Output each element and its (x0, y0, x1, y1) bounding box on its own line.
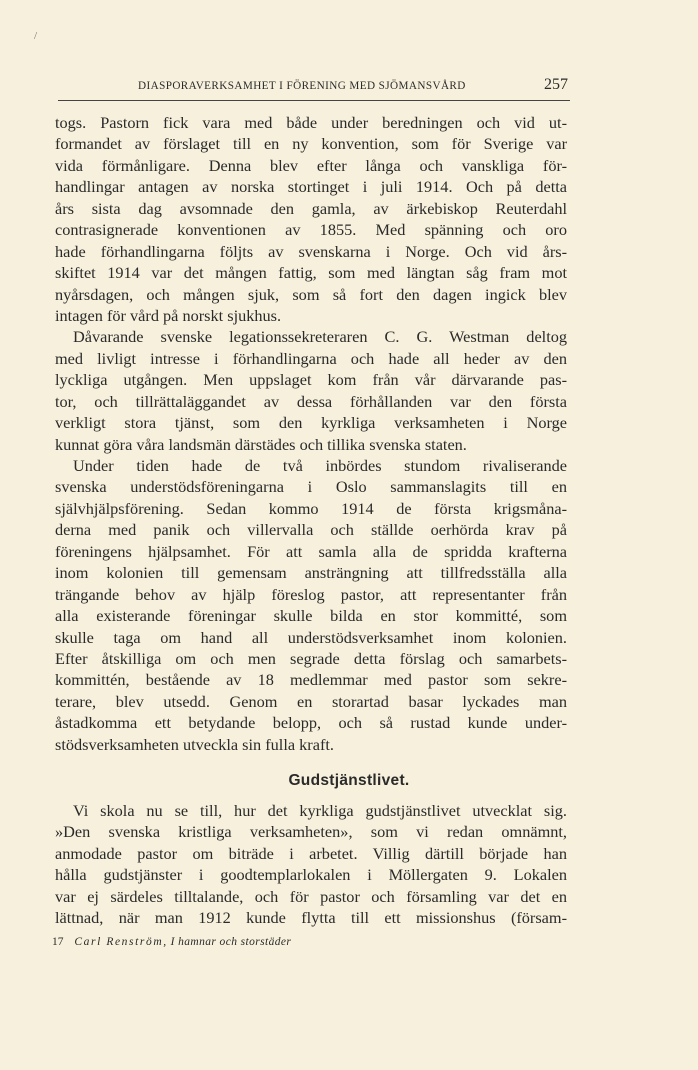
text-line: trängande behov av hjälp föreslog pastor, att representanter från (55, 584, 567, 604)
footnote-author: Carl Renström, (74, 936, 168, 948)
text-line: tor, och tillrättaläggandet av dessa förhållanden var den första (55, 391, 567, 411)
text-line: contrasignerade konventionen av 1855. Med spänning och oro (55, 220, 567, 240)
text-line: intagen för vård på norskt sjukhus. (55, 305, 282, 325)
text-line: handlingar antagen av norska stortinget i juli 1914. Och på detta (55, 177, 567, 197)
text-line: Under tiden hade de två inbördes stundom rivaliserande (73, 456, 567, 475)
running-header (58, 74, 570, 101)
footnote (52, 936, 291, 948)
text-line: »Den svenska kristliga verksamheten», som vi redan omnämnt, (55, 822, 567, 842)
text-line: anmodade pastor om biträde i arbetet. Villig därtill började han (55, 843, 567, 863)
text-line: hade förhandlingarna följts av svenskarna i Norge. Och vid års- (55, 241, 567, 261)
running-head-title: DIASPORAVERKSAMHET I FÖRENING MED SJÖMANSVÅRD (138, 80, 466, 92)
text-line: självhjälpsförening. Sedan kommo 1914 de första krigsmåna- (55, 498, 567, 518)
text-line: derna med panik och villervalla och ställde oerhörda krav på (55, 520, 567, 540)
text-line: åstadkomma ett betydande belopp, och så rustad kunde under- (55, 713, 567, 733)
text-line: lyckliga utgången. Men uppslaget kom från vår därvarande pas- (55, 370, 567, 390)
text-line: hålla gudstjänster i goodtemplarlokalen i Möllergaten 9. Lokalen (55, 865, 567, 885)
text-line: års sista dag avsomnade den gamla, av ärkebiskop Reuterdahl (55, 198, 567, 218)
text-line: kommittén, bestående av 18 medlemmar med pastor som sekre- (55, 670, 567, 690)
text-line: stödsverksamheten utveckla sin fulla kraft. (55, 734, 334, 754)
text-line: formandet av förslaget till en ny konvention, som för Sverige var (55, 134, 567, 154)
text-line: skulle taga om hand all understödsverksamhet inom kolonien. (55, 627, 567, 647)
footnote-number: 17 (52, 936, 64, 948)
text-line: terare, blev utsedd. Genom en storartad basar lyckades man (55, 691, 567, 711)
text-line: vida förmånligare. Denna blev efter långa och vanskliga för- (55, 155, 567, 175)
text-line: skiftet 1914 var det mången fattig, som med längtan såg fram mot (55, 263, 567, 283)
main-text-block (55, 112, 567, 755)
text-line: kunnat göra våra landsmän därstädes och tillika svenska staten. (55, 434, 467, 454)
text-line: var ej särdeles tilltalande, och för pastor och församling var det en (55, 886, 567, 906)
text-line: Vi skola nu se till, hur det kyrkliga gudstjänstlivet utvecklat sig. (73, 801, 567, 820)
page-number: 257 (544, 76, 568, 93)
text-line: svenska understödsföreningarna i Oslo sammanslagits till en (55, 477, 567, 497)
section-text-block (55, 800, 567, 929)
section-heading: Gudstjänstlivet. (288, 772, 410, 789)
text-line: med livligt intresse i förhandlingarna och hade all heder av den (55, 348, 567, 368)
text-line: lättnad, när man 1912 kunde flytta till ett missionshus (försam- (55, 908, 567, 928)
text-line: föreningens hjälpsamhet. För att samla alla de spridda krafterna (55, 541, 567, 561)
text-line: togs. Pastorn fick vara med både under beredningen och vid ut- (55, 113, 567, 132)
corner-pencil-mark: / (34, 30, 38, 42)
text-line: Dåvarande svenske legationssekreteraren C. G. Westman deltog (73, 327, 567, 347)
text-line: verkligt stora tjänst, som den kyrkliga verksamheten i Norge (55, 413, 567, 433)
text-line: Efter åtskilliga om och men segrade detta förslag och samarbets- (55, 648, 567, 668)
text-line: alla existerande föreningar skulle bilda en stor kommitté, som (55, 606, 567, 626)
text-line: inom kolonien till gemensam ansträngning att tillfredsställa alla (55, 563, 567, 583)
footnote-title: I hamnar och storstäder (170, 936, 292, 948)
text-line: nyårsdagen, och mången sjuk, som så fort den dagen ingick blev (55, 284, 567, 304)
